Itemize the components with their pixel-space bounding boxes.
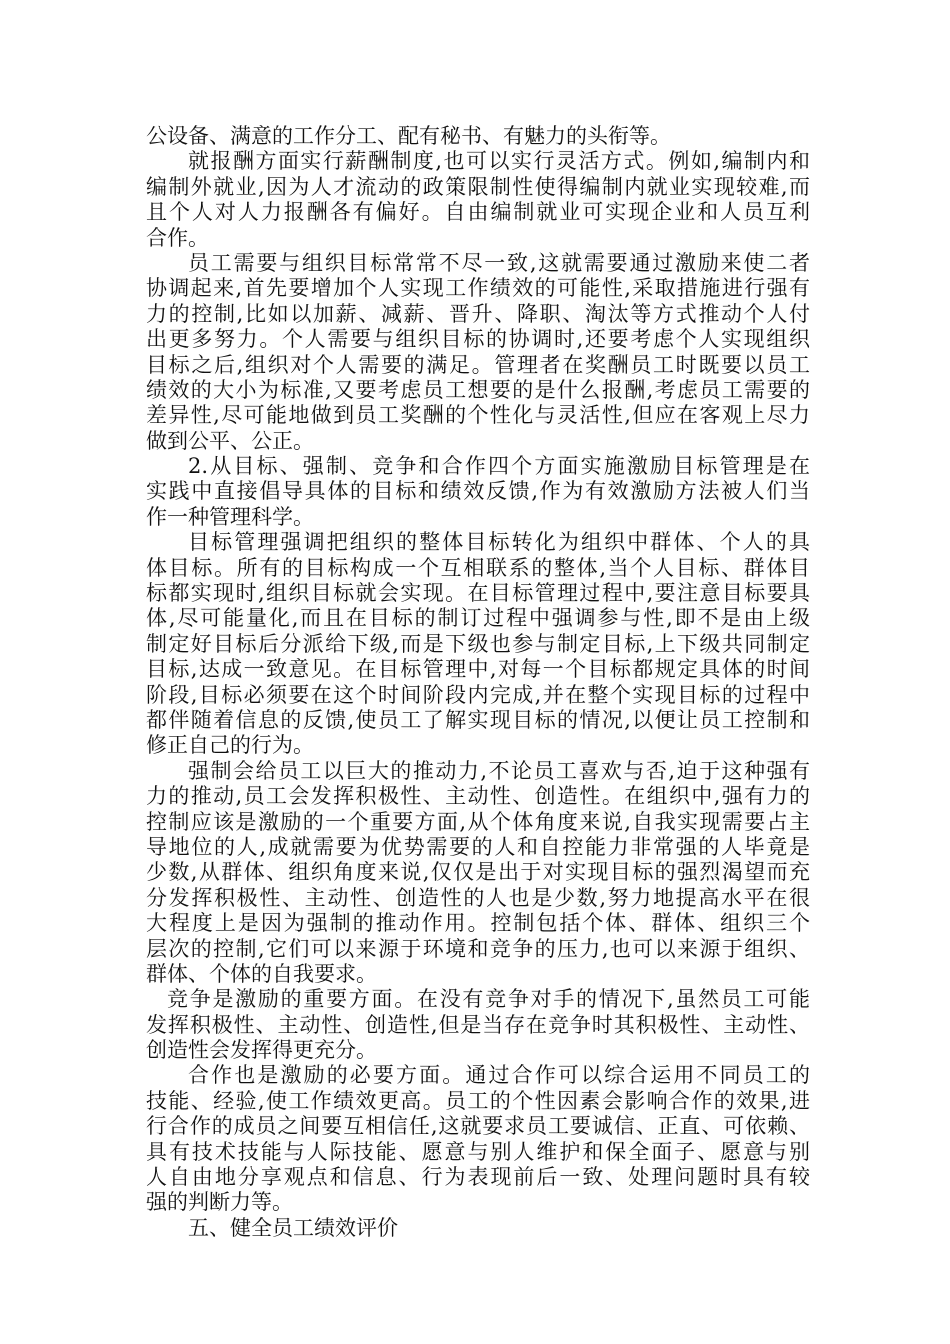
paragraph [146, 987, 810, 1063]
text-line: 强的判断力等。 [146, 1190, 293, 1215]
text-line: 目标,达成一致意见。在目标管理中,对每一个目标都规定具体的时间 [146, 657, 810, 682]
paragraph [146, 251, 810, 454]
text-line: 且个人对人力报酬各有偏好。自由编制就业可实现企业和人员互利 [146, 200, 810, 225]
text-line: 行合作的成员之间要互相信任,这就要求员工要诚信、正直、可依赖、 [146, 1114, 810, 1139]
paragraph [146, 1216, 810, 1241]
text-line: 竞争是激励的重要方面。在没有竞争对手的情况下,虽然员工可能 [167, 987, 810, 1012]
text-line: 具有技术技能与人际技能、愿意与别人维护和保全面子、愿意与别 [146, 1139, 810, 1164]
text-line: 力的推动,员工会发挥积极性、主动性、创造性。在组织中,强有力的 [146, 784, 810, 809]
text-line: 协调起来,首先要增加个人实现工作绩效的可能性,采取措施进行强有 [146, 276, 810, 301]
text-line: 做到公平、公正。 [146, 428, 314, 453]
text-line: 层次的控制,它们可以来源于环境和竞争的压力,也可以来源于组织、 [146, 936, 810, 961]
text-line: 导地位的人,成就需要为优势需要的人和自控能力非常强的人毕竟是 [146, 834, 810, 859]
text-line: 体目标。所有的目标构成一个互相联系的整体,当个人目标、群体目 [146, 555, 810, 580]
text-line: 作一种管理科学。 [146, 504, 314, 529]
text-line: 力的控制,比如以加薪、减薪、晋升、降职、淘汰等方式推动个人付 [146, 301, 810, 326]
text-line: 分发挥积极性、主动性、创造性的人也是少数,努力地提高水平在很 [146, 885, 810, 910]
text-line: 大程度上是因为强制的推动作用。控制包括个体、群体、组织三个 [146, 911, 810, 936]
text-line: 创造性会发挥得更充分。 [146, 1038, 377, 1063]
text-line: 阶段,目标必须要在这个时间阶段内完成,并在整个实现目标的过程中 [146, 682, 810, 707]
text-line: 五、健全员工绩效评价 [188, 1215, 398, 1240]
text-line: 体,尽可能量化,而且在目标的制订过程中强调参与性,即不是由上级 [146, 606, 810, 631]
paragraph [146, 454, 810, 530]
text-line: 标都实现时,组织目标就会实现。在目标管理过程中,要注意目标要具 [146, 581, 810, 606]
text-line: 都伴随着信息的反馈,使员工了解实现目标的情况,以便让员工控制和 [146, 707, 810, 732]
text-line: 群体、个体的自我要求。 [146, 961, 377, 986]
text-line: 控制应该是激励的一个重要方面,从个体角度来说,自我实现需要占主 [146, 809, 810, 834]
text-line: 目标之后,组织对个人需要的满足。管理者在奖酬员工时既要以员工 [146, 352, 810, 377]
text-line: 目标管理强调把组织的整体目标转化为组织中群体、个人的具 [188, 530, 810, 555]
paragraph [146, 149, 810, 251]
text-line: 公设备、满意的工作分工、配有秘书、有魅力的头衔等。 [146, 124, 671, 148]
text-line: 2.从目标、强制、竞争和合作四个方面实施激励目标管理是在 [188, 454, 810, 479]
text-line: 出更多努力。个人需要与组织目标的协调时,还要考虑个人实现组织 [146, 327, 810, 352]
text-line: 就报酬方面实行薪酬制度,也可以实行灵活方式。例如,编制内和 [188, 149, 810, 174]
text-line: 合作。 [146, 225, 209, 250]
text-line: 修正自己的行为。 [146, 733, 314, 758]
text-line: 少数,从群体、组织角度来说,仅仅是出于对实现目标的强烈渴望而充 [146, 860, 810, 885]
text-line: 制定好目标后分派给下级,而是下级也参与制定目标,上下级共同制定 [146, 631, 810, 656]
text-line: 发挥积极性、主动性、创造性,但是当存在竞争时其积极性、主动性、 [146, 1012, 810, 1037]
paragraph [146, 1063, 810, 1215]
text-line: 强制会给员工以巨大的推动力,不论员工喜欢与否,迫于这种强有 [188, 758, 810, 783]
paragraph [146, 530, 810, 759]
text-line: 实践中直接倡导具体的目标和绩效反馈,作为有效激励方法被人们当 [146, 479, 810, 504]
paragraph [146, 759, 810, 988]
document-body [146, 124, 810, 1241]
text-line: 人自由地分享观点和信息、行为表现前后一致、处理问题时具有较 [146, 1165, 810, 1190]
text-line: 员工需要与组织目标常常不尽一致,这就需要通过激励来使二者 [188, 250, 810, 275]
text-line: 技能、经验,使工作绩效更高。员工的个性因素会影响合作的效果,进 [146, 1088, 810, 1113]
text-line: 合作也是激励的必要方面。通过合作可以综合运用不同员工的 [188, 1063, 810, 1088]
text-line: 绩效的大小为标准,又要考虑员工想要的是什么报酬,考虑员工需要的 [146, 377, 810, 402]
text-line: 差异性,尽可能地做到员工奖酬的个性化与灵活性,但应在客观上尽力 [146, 403, 810, 428]
paragraph [146, 124, 810, 149]
text-line: 编制外就业,因为人才流动的政策限制性使得编制内就业实现较难,而 [146, 174, 810, 199]
